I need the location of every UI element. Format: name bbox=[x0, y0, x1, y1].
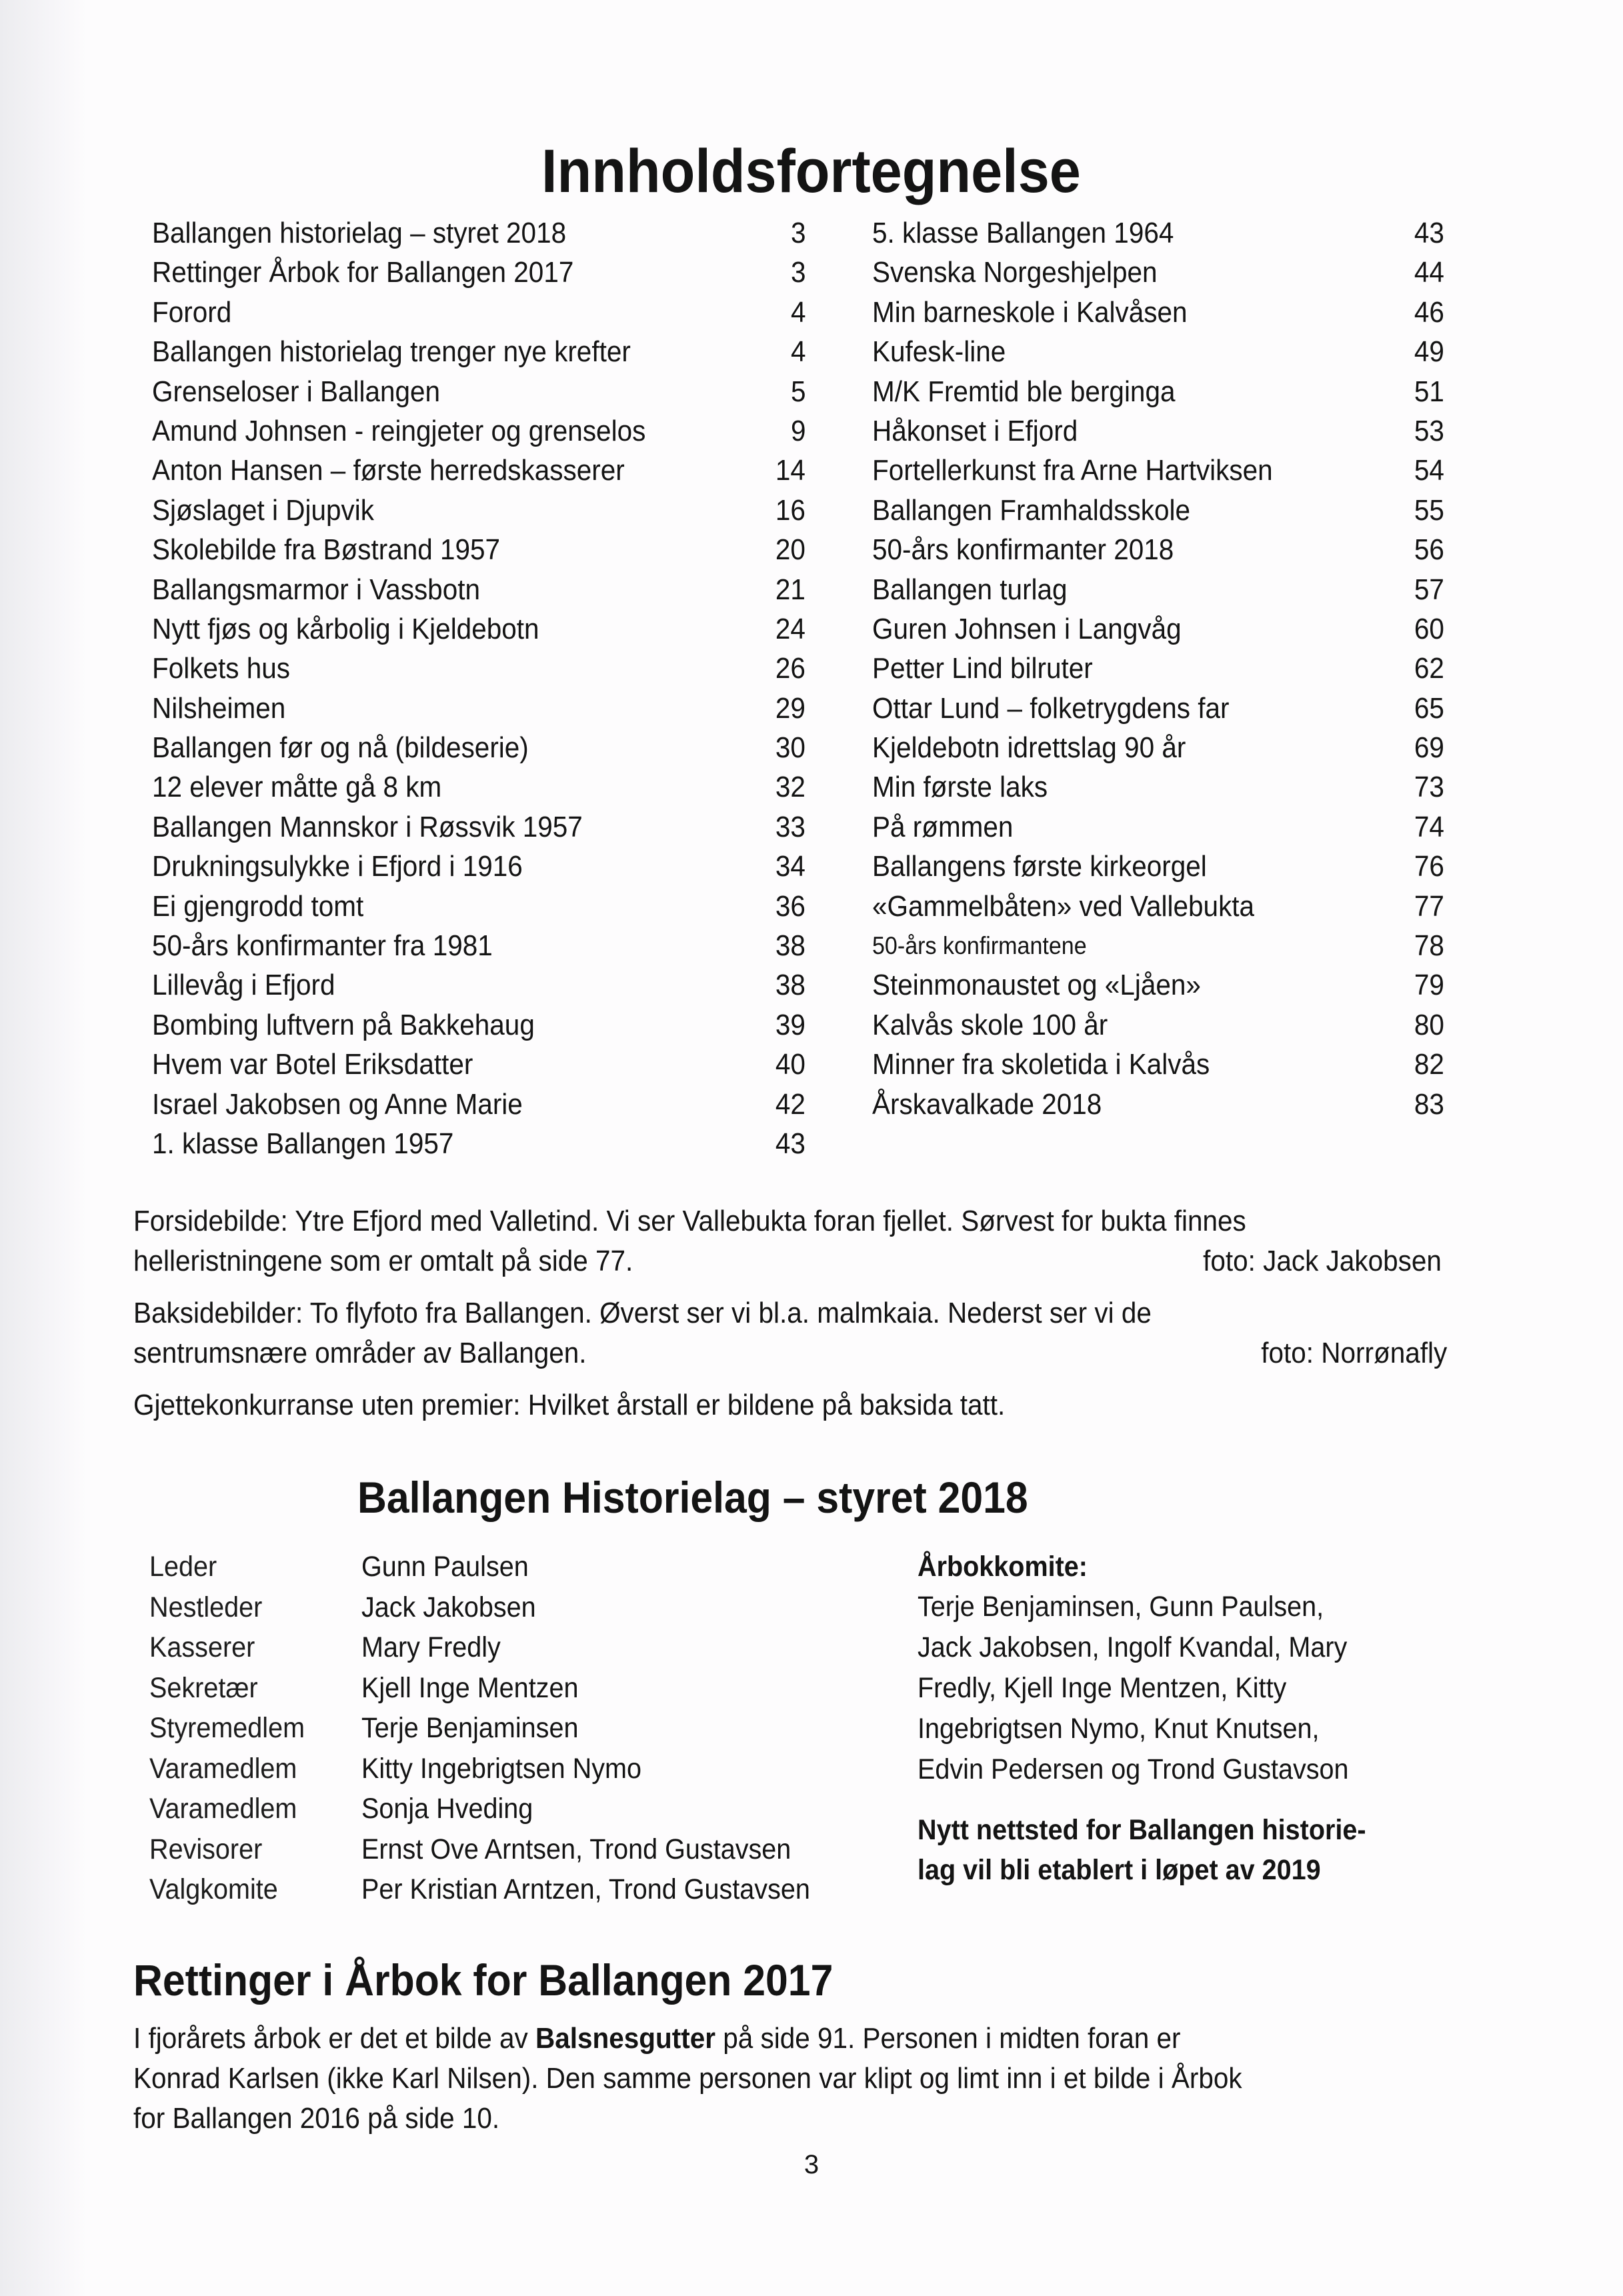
toc-entry-title: Nytt fjøs og kårbolig i Kjeldebotn bbox=[152, 612, 539, 645]
quiz-caption bbox=[133, 1385, 1460, 1425]
board-heading: Ballangen Historielag – styret 2018 bbox=[357, 1473, 1028, 1522]
toc-entry-title: Min barneskole i Kalvåsen bbox=[872, 295, 1188, 329]
toc-entry-title: Grenseloser i Ballangen bbox=[152, 375, 441, 408]
website-notice bbox=[918, 1810, 1405, 1890]
toc-entry-title: Nilsheimen bbox=[152, 691, 286, 725]
toc-entry-title: 12 elever måtte gå 8 km bbox=[152, 771, 442, 804]
toc-entry-page: 78 bbox=[1414, 929, 1444, 963]
toc-entry-page: 26 bbox=[775, 652, 805, 685]
toc-entry-page: 73 bbox=[1414, 771, 1444, 804]
toc-entry-title: Steinmonaustet og «Ljåen» bbox=[872, 969, 1201, 1002]
toc-entry-title: Lillevåg i Efjord bbox=[152, 969, 335, 1002]
toc-entry-page: 21 bbox=[775, 573, 805, 606]
toc-entry-page: 38 bbox=[775, 969, 805, 1002]
toc-entry-title: Min første laks bbox=[872, 771, 1048, 804]
toc-entry bbox=[872, 1045, 1444, 1084]
toc-title: Innholdsfortegnelse bbox=[541, 137, 1081, 205]
toc-entry-title: 50-års konfirmanter fra 1981 bbox=[152, 929, 493, 963]
toc-entry bbox=[152, 1124, 805, 1163]
toc-entry-title: Folkets hus bbox=[152, 652, 290, 685]
toc-entry-title: Ballangens første kirkeorgel bbox=[872, 850, 1207, 883]
toc-entry-page: 29 bbox=[775, 691, 805, 725]
toc-entry-title: Ballangen før og nå (bildeserie) bbox=[152, 731, 529, 765]
toc-entry-page: 38 bbox=[775, 929, 805, 963]
toc-entry bbox=[152, 689, 805, 728]
toc-entry bbox=[872, 491, 1444, 530]
toc-entry-title: Ballangen Framhaldsskole bbox=[872, 493, 1191, 527]
toc-entry-page: 62 bbox=[1414, 652, 1444, 685]
toc-entry-title: Ballangen Mannskor i Røssvik 1957 bbox=[152, 810, 583, 843]
corrections-line: for Ballangen 2016 på side 10. bbox=[133, 2102, 500, 2135]
toc-entry-title: Skolebilde fra Bøstrand 1957 bbox=[152, 533, 501, 567]
toc-entry-title: Anton Hansen – første herredskasserer bbox=[152, 454, 625, 487]
toc-entry-title: 50-års konfirmanter 2018 bbox=[872, 533, 1174, 567]
toc-entry-title: M/K Fremtid ble berginga bbox=[872, 375, 1176, 408]
toc-entry-title: Årskavalkade 2018 bbox=[872, 1087, 1102, 1121]
toc-entry bbox=[152, 926, 805, 965]
toc-entry-page: 56 bbox=[1414, 533, 1444, 567]
toc-entry bbox=[872, 689, 1444, 728]
toc-entry bbox=[152, 767, 805, 807]
toc-entry bbox=[872, 451, 1444, 490]
toc-entry-title: Sjøslaget i Djupvik bbox=[152, 493, 374, 527]
committee-title: Årbokkomite: bbox=[918, 1551, 1088, 1583]
front-caption-line: helleristningene som er omtalt på side 77. bbox=[133, 1245, 633, 1277]
toc-right-column bbox=[872, 213, 1444, 1124]
toc-entry bbox=[872, 253, 1444, 292]
toc-entry-page: 5 bbox=[790, 375, 805, 408]
toc-entry bbox=[152, 213, 805, 253]
toc-entry bbox=[152, 293, 805, 332]
toc-entry bbox=[152, 609, 805, 649]
toc-entry-page: 43 bbox=[1414, 217, 1444, 249]
quiz-text: Gjettekonkurranse uten premier: Hvilket årstall er bildene på baksida tatt. bbox=[133, 1389, 1006, 1421]
toc-entry-page: 74 bbox=[1414, 810, 1444, 843]
toc-entry-title: 5. klasse Ballangen 1964 bbox=[872, 217, 1174, 249]
toc-entry bbox=[872, 372, 1444, 411]
committee-line: Ingebrigtsen Nymo, Knut Knutsen, bbox=[918, 1713, 1320, 1745]
toc-entry bbox=[152, 1045, 805, 1084]
toc-entry-title: Petter Lind bilruter bbox=[872, 652, 1093, 685]
board-member-name: Per Kristian Arntzen, Trond Gustavsen bbox=[361, 1873, 810, 1905]
board-role: Leder bbox=[149, 1551, 217, 1583]
toc-entry-page: 3 bbox=[790, 217, 805, 249]
front-caption-line: Forsidebilde: Ytre Efjord med Valletind. Vi ser Vallebukta foran fjellet. Sørvest for bukta finnes bbox=[133, 1205, 1246, 1237]
toc-entry bbox=[872, 570, 1444, 609]
board-member-name: Kjell Inge Mentzen bbox=[361, 1671, 579, 1704]
toc-entry bbox=[152, 649, 805, 688]
toc-entry-title: Kalvås skole 100 år bbox=[872, 1008, 1108, 1041]
toc-entry-page: 24 bbox=[775, 612, 805, 645]
toc-entry-title: Ballangen historielag trenger nye krefter bbox=[152, 335, 631, 369]
committee-line: Edvin Pedersen og Trond Gustavson bbox=[918, 1753, 1349, 1785]
toc-entry bbox=[872, 767, 1444, 807]
corrections-heading: Rettinger i Årbok for Ballangen 2017 bbox=[133, 1955, 834, 2005]
toc-entry bbox=[152, 253, 805, 292]
board-member-name: Jack Jakobsen bbox=[361, 1591, 536, 1623]
toc-entry-title: Forord bbox=[152, 295, 232, 329]
notice-line: Nytt nettsted for Ballangen historie- bbox=[918, 1814, 1366, 1846]
toc-entry bbox=[152, 491, 805, 530]
toc-entry-title: Svenska Norgeshjelpen bbox=[872, 256, 1158, 289]
toc-entry bbox=[152, 332, 805, 371]
toc-entry-page: 20 bbox=[775, 533, 805, 567]
toc-entry-page: 36 bbox=[775, 889, 805, 923]
toc-left-column bbox=[152, 213, 805, 1163]
toc-entry-page: 53 bbox=[1414, 414, 1444, 447]
toc-entry-page: 30 bbox=[775, 731, 805, 765]
board-role: Valgkomite bbox=[149, 1873, 278, 1905]
toc-entry-title: Ballangen turlag bbox=[872, 573, 1068, 606]
board-role: Revisorer bbox=[149, 1833, 263, 1865]
board-member-name: Ernst Ove Arntsen, Trond Gustavsen bbox=[361, 1833, 791, 1865]
toc-entry bbox=[152, 807, 805, 847]
toc-entry-title: 1. klasse Ballangen 1957 bbox=[152, 1127, 454, 1160]
toc-entry-page: 49 bbox=[1414, 335, 1444, 369]
corrections-bold-term: Balsnesgutter bbox=[535, 2022, 715, 2055]
front-photo-credit: foto: Jack Jakobsen bbox=[1203, 1245, 1442, 1277]
toc-entry-page: 46 bbox=[1414, 295, 1444, 329]
toc-entry bbox=[152, 887, 805, 926]
toc-entry-page: 79 bbox=[1414, 969, 1444, 1002]
toc-entry-page: 16 bbox=[775, 493, 805, 527]
toc-entry-page: 57 bbox=[1414, 573, 1444, 606]
toc-entry-title: Kjeldebotn idrettslag 90 år bbox=[872, 731, 1186, 765]
toc-entry bbox=[872, 649, 1444, 688]
toc-entry-page: 60 bbox=[1414, 612, 1444, 645]
toc-entry-title: Amund Johnsen - reingjeter og grenselos bbox=[152, 414, 646, 447]
toc-entry bbox=[872, 926, 1444, 965]
toc-entry-page: 43 bbox=[775, 1127, 805, 1160]
toc-entry-title: Håkonset i Efjord bbox=[872, 414, 1078, 447]
notice-line: lag vil bli etablert i løpet av 2019 bbox=[918, 1854, 1321, 1886]
toc-entry-title: Ei gjengrodd tomt bbox=[152, 889, 364, 923]
back-photo-credit: foto: Norrønafly bbox=[1261, 1337, 1447, 1369]
toc-entry-page: 40 bbox=[775, 1048, 805, 1081]
committee-line: Jack Jakobsen, Ingolf Kvandal, Mary bbox=[918, 1631, 1348, 1663]
front-cover-caption bbox=[133, 1201, 1460, 1281]
back-caption-line: Baksidebilder: To flyfoto fra Ballangen. Øverst ser vi bl.a. malmkaia. Nederst ser vi de bbox=[133, 1297, 1152, 1329]
toc-entry bbox=[872, 1005, 1444, 1045]
toc-entry-page: 51 bbox=[1414, 375, 1444, 408]
toc-entry-title: Ballangen historielag – styret 2018 bbox=[152, 217, 567, 249]
toc-entry-page: 32 bbox=[775, 771, 805, 804]
toc-entry-page: 83 bbox=[1414, 1087, 1444, 1121]
toc-entry bbox=[872, 213, 1444, 253]
toc-entry-page: 80 bbox=[1414, 1008, 1444, 1041]
toc-entry-page: 55 bbox=[1414, 493, 1444, 527]
toc-entry bbox=[152, 530, 805, 569]
toc-entry-title: Ballangsmarmor i Vassbotn bbox=[152, 573, 480, 606]
board-role: Varamedlem bbox=[149, 1752, 297, 1785]
toc-entry-page: 33 bbox=[775, 810, 805, 843]
board-member-name: Terje Benjaminsen bbox=[361, 1712, 579, 1744]
toc-entry bbox=[872, 1085, 1444, 1124]
toc-entry bbox=[872, 887, 1444, 926]
corrections-text bbox=[133, 2019, 1467, 2139]
toc-entry bbox=[152, 451, 805, 490]
board-member-name: Sonja Hveding bbox=[361, 1793, 533, 1825]
toc-entry bbox=[872, 965, 1444, 1005]
back-caption-line: sentrumsnære områder av Ballangen. bbox=[133, 1337, 587, 1369]
photo-captions bbox=[133, 1201, 1460, 1437]
toc-entry bbox=[152, 411, 805, 451]
toc-entry bbox=[872, 411, 1444, 451]
toc-entry-page: 42 bbox=[775, 1087, 805, 1121]
toc-entry-title: Bombing luftvern på Bakkehaug bbox=[152, 1008, 535, 1041]
board-member-name: Kitty Ingebrigtsen Nymo bbox=[361, 1752, 641, 1785]
toc-entry-page: 14 bbox=[775, 454, 805, 487]
committee-line: Terje Benjaminsen, Gunn Paulsen, bbox=[918, 1591, 1324, 1623]
toc-entry bbox=[872, 847, 1444, 886]
toc-entry-title: «Gammelbåten» ved Vallebukta bbox=[872, 889, 1255, 923]
board-role: Kasserer bbox=[149, 1631, 255, 1663]
toc-entry-page: 76 bbox=[1414, 850, 1444, 883]
toc-entry-page: 9 bbox=[790, 414, 805, 447]
board-role: Varamedlem bbox=[149, 1793, 297, 1825]
toc-entry-title: På rømmen bbox=[872, 810, 1014, 843]
toc-entry bbox=[872, 609, 1444, 649]
toc-entry-title: Guren Johnsen i Langvåg bbox=[872, 612, 1182, 645]
page-number: 3 bbox=[803, 2150, 820, 2179]
board-member-name: Gunn Paulsen bbox=[361, 1551, 529, 1583]
corrections-text-post: på side 91. Personen i midten foran er bbox=[715, 2022, 1181, 2055]
toc-entry bbox=[872, 807, 1444, 847]
toc-entry-page: 39 bbox=[775, 1008, 805, 1041]
toc-entry bbox=[152, 728, 805, 767]
toc-entry bbox=[872, 293, 1444, 332]
board-member-name: Mary Fredly bbox=[361, 1631, 501, 1663]
board-role: Styremedlem bbox=[149, 1712, 305, 1744]
board-role: Sekretær bbox=[149, 1671, 258, 1704]
yearbook-committee bbox=[918, 1547, 1451, 1790]
toc-entry-page: 69 bbox=[1414, 731, 1444, 765]
corrections-line: Konrad Karlsen (ikke Karl Nilsen). Den samme personen var klipt og limt inn i et bilde i Årbok bbox=[133, 2062, 1242, 2095]
back-cover-caption bbox=[133, 1293, 1460, 1373]
toc-entry-title: Hvem var Botel Eriksdatter bbox=[152, 1048, 473, 1081]
toc-entry-title: Fortellerkunst fra Arne Hartviksen bbox=[872, 454, 1273, 487]
toc-entry-title: Kufesk-line bbox=[872, 335, 1006, 369]
committee-line: Fredly, Kjell Inge Mentzen, Kitty bbox=[918, 1672, 1287, 1704]
toc-entry-page: 4 bbox=[790, 295, 805, 329]
board-role: Nestleder bbox=[149, 1591, 263, 1623]
toc-entry-title: Ottar Lund – folketrygdens far bbox=[872, 691, 1230, 725]
toc-entry-page: 54 bbox=[1414, 454, 1444, 487]
toc-entry-title: Drukningsulykke i Efjord i 1916 bbox=[152, 850, 523, 883]
toc-entry-page: 82 bbox=[1414, 1048, 1444, 1081]
toc-entry bbox=[152, 847, 805, 886]
toc-entry-title: Rettinger Årbok for Ballangen 2017 bbox=[152, 256, 574, 289]
toc-entry bbox=[872, 332, 1444, 371]
toc-entry-title: Israel Jakobsen og Anne Marie bbox=[152, 1087, 523, 1121]
toc-entry bbox=[872, 530, 1444, 569]
toc-entry bbox=[152, 372, 805, 411]
toc-entry-page: 34 bbox=[775, 850, 805, 883]
toc-entry-title: 50-års konfirmantene bbox=[872, 932, 1087, 960]
toc-entry bbox=[152, 1085, 805, 1124]
corrections-text-pre: I fjorårets årbok er det et bilde av bbox=[133, 2022, 536, 2055]
toc-entry-page: 44 bbox=[1414, 256, 1444, 289]
toc-entry-page: 77 bbox=[1414, 889, 1444, 923]
toc-entry bbox=[152, 570, 805, 609]
toc-entry-page: 65 bbox=[1414, 691, 1444, 725]
toc-entry-title: Minner fra skoletida i Kalvås bbox=[872, 1048, 1210, 1081]
toc-entry bbox=[152, 1005, 805, 1045]
toc-entry bbox=[872, 728, 1444, 767]
toc-entry bbox=[152, 965, 805, 1005]
toc-entry-page: 3 bbox=[790, 256, 805, 289]
toc-entry-page: 4 bbox=[790, 335, 805, 369]
page-edge-shadow bbox=[0, 0, 87, 2296]
